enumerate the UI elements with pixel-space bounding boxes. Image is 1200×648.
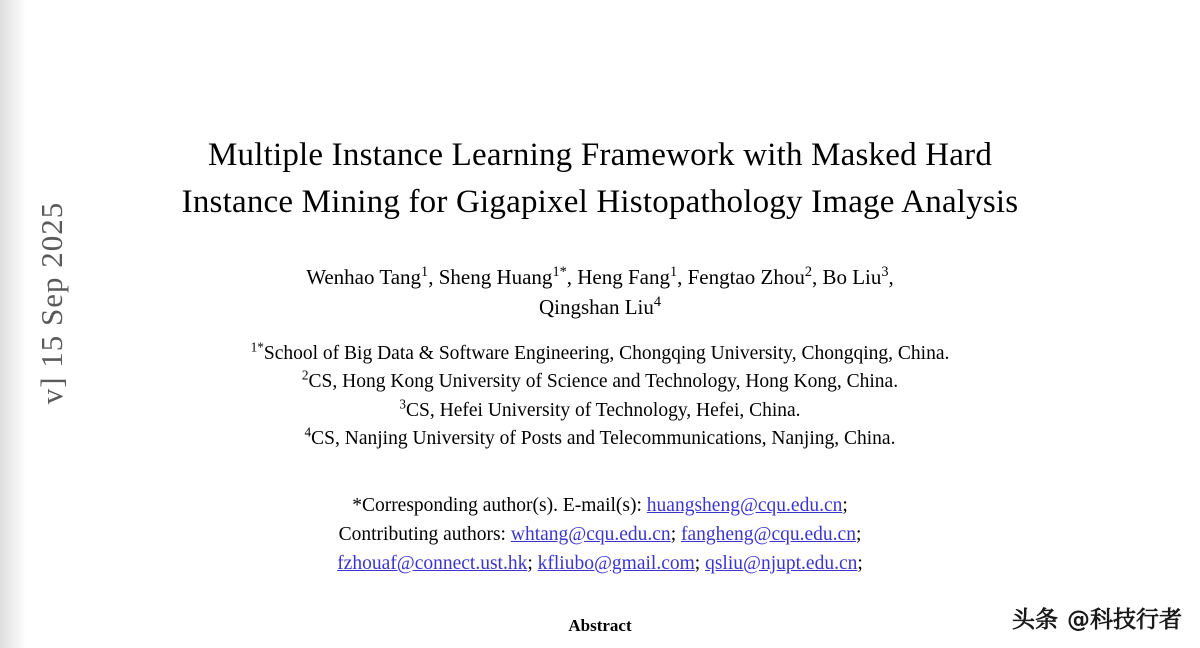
author-affil-marker: 4 bbox=[653, 294, 662, 311]
author-separator: , bbox=[811, 264, 818, 289]
punctuation: ; bbox=[670, 524, 677, 546]
toutiao-logo-text: 头条 bbox=[1012, 607, 1058, 633]
author-name: Bo Liu bbox=[822, 264, 882, 289]
email-link-fangheng[interactable]: fangheng@cqu.edu.cn bbox=[680, 524, 856, 546]
corresponding-author-label: *Corresponding author(s). E-mail(s): bbox=[352, 495, 642, 517]
affiliation-item bbox=[120, 340, 1080, 368]
email-link-kfliubo[interactable]: kfliubo@gmail.com bbox=[537, 552, 695, 574]
corresponding-author-line bbox=[120, 492, 1080, 521]
author-name: Wenhao Tang bbox=[306, 264, 422, 289]
punctuation: ; bbox=[842, 495, 848, 517]
author-item bbox=[539, 295, 661, 319]
page-title bbox=[120, 0, 1080, 226]
author-line-1 bbox=[120, 262, 1080, 292]
punctuation: ; bbox=[857, 552, 863, 574]
author-separator: , bbox=[888, 264, 894, 289]
affiliation-item bbox=[120, 425, 1080, 453]
author-affil-marker: 1 bbox=[421, 263, 429, 280]
affiliation-marker: 4 bbox=[304, 424, 312, 440]
affiliation-text: CS, Hong Kong University of Science and Technology, Hong Kong, China. bbox=[308, 371, 899, 393]
author-affil-marker: 2 bbox=[804, 263, 812, 280]
author-separator: , bbox=[428, 264, 434, 289]
author-separator: , bbox=[677, 264, 683, 289]
punctuation: ; bbox=[694, 552, 701, 574]
abstract-heading: Abstract bbox=[568, 616, 632, 636]
author-item bbox=[439, 265, 572, 289]
author-item bbox=[306, 265, 433, 289]
contributing-authors-label: Contributing authors: bbox=[338, 524, 506, 546]
title-line-2: Instance Mining for Gigapixel Histopathology Image Analysis bbox=[181, 183, 1019, 220]
author-list bbox=[120, 262, 1080, 323]
contributing-authors-line bbox=[120, 521, 1080, 550]
author-item bbox=[577, 265, 682, 289]
affiliation-item bbox=[120, 397, 1080, 425]
affiliation-marker: 2 bbox=[301, 367, 309, 383]
author-name: Heng Fang bbox=[577, 264, 670, 289]
title-line-1: Multiple Instance Learning Framework with Masked Hard bbox=[207, 137, 993, 173]
punctuation: ; bbox=[855, 524, 862, 546]
author-line-2 bbox=[120, 292, 1080, 322]
paper-first-page bbox=[120, 0, 1080, 648]
author-item bbox=[822, 265, 893, 289]
page-left-edge-shadow bbox=[0, 0, 26, 648]
affiliation-item bbox=[120, 368, 1080, 396]
author-affil-marker: 1 bbox=[669, 263, 678, 280]
punctuation: ; bbox=[527, 552, 533, 574]
author-name: Qingshan Liu bbox=[538, 295, 654, 320]
author-name: Fengtao Zhou bbox=[687, 264, 805, 289]
watermark bbox=[1012, 601, 1182, 634]
author-affil-marker: 1* bbox=[552, 263, 567, 280]
author-name: Sheng Huang bbox=[438, 264, 553, 289]
email-link-qsliu[interactable]: qsliu@njupt.edu.cn bbox=[705, 552, 858, 574]
affiliation-text: School of Big Data & Software Engineering, Chongqing University, Chongqing, China. bbox=[263, 342, 950, 364]
affiliation-text: CS, Hefei University of Technology, Hefei, China. bbox=[406, 399, 801, 421]
affiliation-list bbox=[120, 340, 1080, 454]
author-separator: , bbox=[566, 264, 572, 289]
affiliation-marker: 1* bbox=[250, 339, 264, 355]
arxiv-margin-stamp: v] 15 Sep 2025 bbox=[34, 201, 69, 405]
author-affil-marker: 3 bbox=[881, 263, 889, 280]
email-link-huangsheng[interactable]: huangsheng@cqu.edu.cn bbox=[646, 495, 843, 517]
affiliation-text: CS, Nanjing University of Posts and Telecommunications, Nanjing, China. bbox=[311, 428, 896, 449]
affiliation-marker: 3 bbox=[399, 396, 407, 412]
email-link-fzhouaf[interactable]: fzhouaf@connect.ust.hk bbox=[337, 552, 528, 574]
author-item bbox=[688, 265, 818, 289]
email-link-whtang[interactable]: whtang@cqu.edu.cn bbox=[510, 524, 671, 546]
contact-block bbox=[120, 492, 1080, 578]
watermark-handle: @科技行者 bbox=[1067, 607, 1182, 633]
contributing-authors-line-2 bbox=[120, 550, 1080, 579]
